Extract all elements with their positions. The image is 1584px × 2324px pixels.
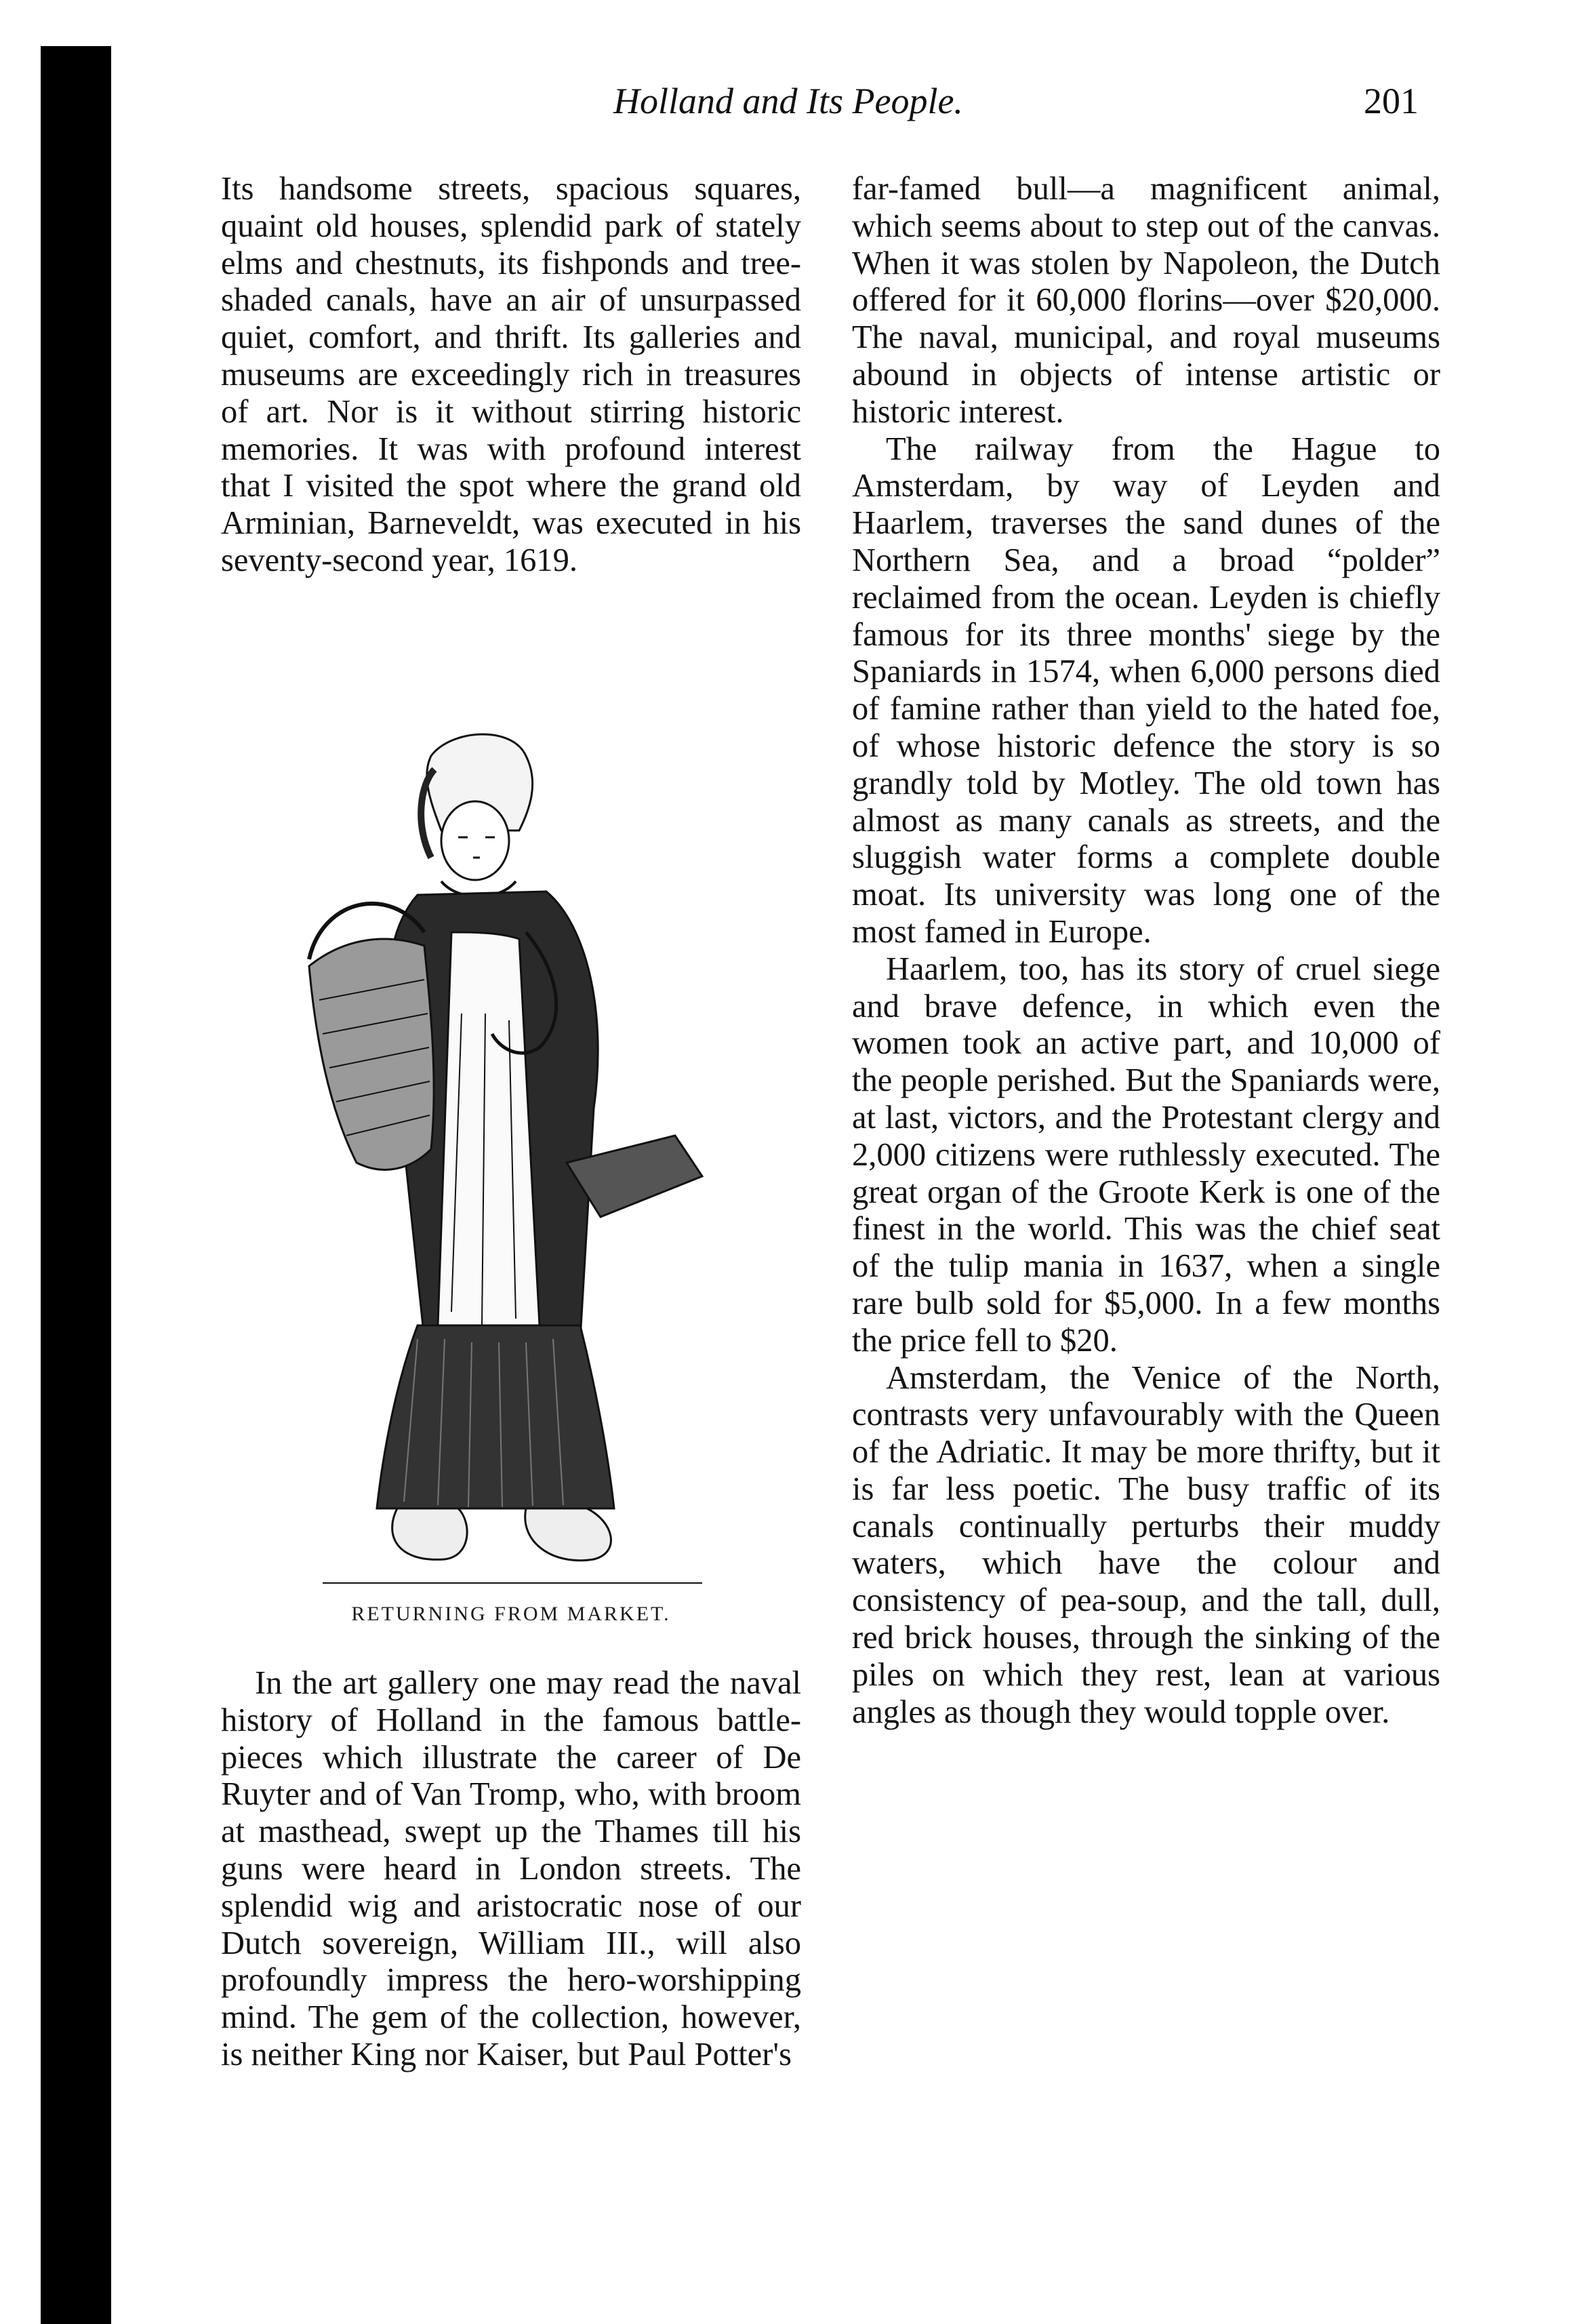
running-head-title: Holland and Its People.	[613, 81, 963, 121]
running-head	[0, 80, 1584, 134]
paragraph: far-famed bull—a magnificent animal, which seems about to step out of the canvas. When it was stolen by Napoleon, the Dutch offered for it 60,000 florins—over $20,000. The naval, municipal, and royal museums abound in objects of intense artistic or historic interest.	[852, 171, 1440, 430]
figure-caption: RETURNING FROM MARKET.	[351, 1603, 671, 1625]
paragraph: Amsterdam, the Venice of the North, contrasts very unfavourably with the Queen of the Adriatic. It may be more thrifty, but it is far less poetic. The busy traffic of its canals continually perturbs their muddy waters, which have the colour and consistency of pea-soup, and the tall, dull, red brick houses, through the sinking of the piles on which they rest, lean at various angles as though they would topple over.	[852, 1359, 1440, 1730]
left-column-top	[221, 171, 801, 580]
paragraph: Haarlem, too, has its story of cruel siege and brave defence, in which even the women took an active part, and 10,000 of the people perished. But the Spaniards were, at last, victors, and the Protestant clergy and 2,000 citizens were ruthlessly executed. The great organ of the Groote Kerk is one of the finest in the world. This was the chief seat of the tulip mania in 1637, when a single rare bulb sold for $5,000. In a few months the price fell to $20.	[852, 950, 1440, 1359]
paragraph: Its handsome streets, spacious squares, quaint old houses, splendid park of stately elms and chestnuts, its fishponds and tree-shaded canals, have an air of unsurpassed quiet, comfort, and thrift. Its galleries and museums are exceedingly rich in treasures of art. Nor is it without stirring historic memories. It was with profound interest that I visited the spot where the grand old Arminian, Barneveldt, was executed in his seventy-second year, 1619.	[221, 171, 801, 578]
binding-edge-shadow	[41, 46, 111, 2324]
figure-woman-with-basket	[296, 729, 729, 1610]
paragraph: The railway from the Hague to Amsterdam, by way of Leyden and Haarlem, traverses the sand dunes of the Northern Sea, and a broad “polder” reclaimed from the ocean. Leyden is chiefly famous for its three months' siege by the Spaniards in 1574, when 6,000 persons died of famine rather than yield to the hated foe, of whose historic defence the story is so grandly told by Motley. The old town has almost as many canals as streets, and the sluggish water forms a complete double moat. Its university was long one of the most famed in Europe.	[852, 430, 1440, 950]
paragraph: In the art gallery one may read the naval history of Holland in the famous battle-pieces which illustrate the career of De Ruyter and of Van Tromp, who, with broom at masthead, swept up the Thames till his guns were heard in London streets. The splendid wig and aristocratic nose of our Dutch sovereign, William III., will also profoundly impress the hero-worshipping mind. The gem of the collection, however, is neither King nor Kaiser, but Paul Potter's	[221, 1665, 801, 2072]
left-column-bottom	[221, 1665, 801, 2074]
right-column	[852, 171, 1440, 1731]
page-number: 201	[1364, 81, 1419, 121]
